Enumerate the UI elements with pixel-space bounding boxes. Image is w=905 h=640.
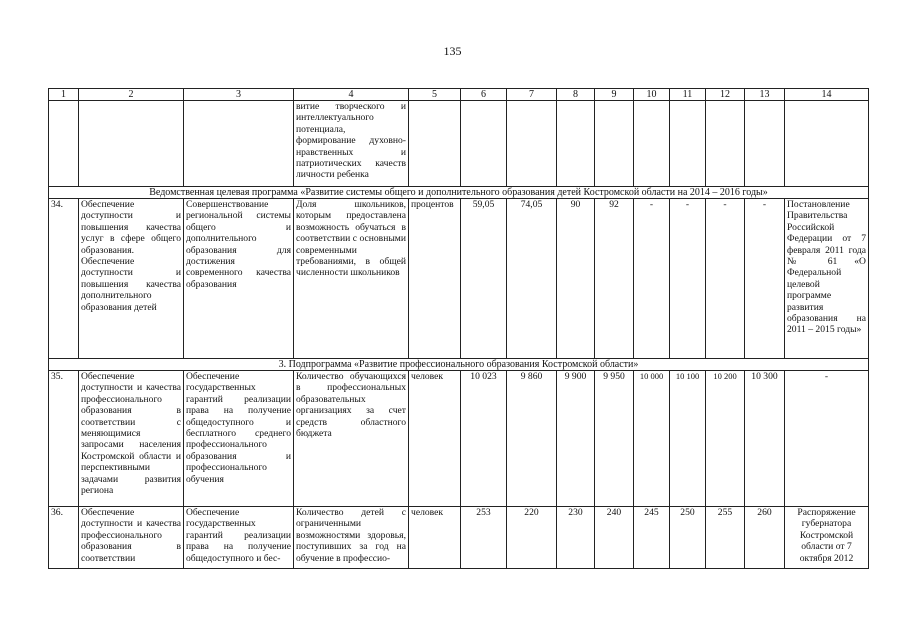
col-header: 4 — [294, 89, 409, 101]
col-header: 9 — [595, 89, 634, 101]
indicator-cell: Доля школьников, которым предоставлена возможность обучаться в соответствии с основными современными требованиями, в общей численности школьников — [294, 199, 409, 359]
col-header: 11 — [670, 89, 706, 101]
goal-cell: Обеспечение доступности и качества профессионального образования в соответствии с меняющимися запросами населения Костромской области и перспективными задачами развития региона — [79, 371, 184, 507]
value-cell: 253 — [461, 507, 507, 569]
value-cell: 260 — [745, 507, 785, 569]
goal-cell: Обеспечение доступности и качества профессионального образования в соответствии — [79, 507, 184, 569]
section-row — [49, 359, 869, 371]
row-number: 34. — [49, 199, 79, 359]
value-cell: - — [745, 199, 785, 359]
col-header: 7 — [507, 89, 557, 101]
value-cell: 10 100 — [670, 371, 706, 507]
table-row — [49, 507, 869, 569]
row-number: 35. — [49, 371, 79, 507]
section-row — [49, 187, 869, 199]
col-header: 1 — [49, 89, 79, 101]
value-cell: 10 200 — [706, 371, 745, 507]
indicator-cell: Количество детей с ограниченными возможностями здоровья, поступивших за год на обучение в профессио- — [294, 507, 409, 569]
value-cell: 10 000 — [634, 371, 670, 507]
section-title: 3. Подпрограмма «Развитие профессионального образования Костромской области» — [49, 359, 869, 371]
col-header: 12 — [706, 89, 745, 101]
col-header: 5 — [409, 89, 461, 101]
value-cell: 9 900 — [557, 371, 595, 507]
task-cell: Совершенствование региональной системы общего и дополнительного образования для достижения современного качества образования — [184, 199, 294, 359]
source-cell: - — [785, 371, 869, 507]
indicator-cell: Количество обучающихся в профессиональных образовательных организациях за счет средств областного бюджета — [294, 371, 409, 507]
table-row — [49, 199, 869, 359]
col-header: 6 — [461, 89, 507, 101]
goal-cell: Обеспечение доступности и повышения качества услуг в сфере общего образования. Обеспечение доступности и повышения качества дополнительного образования детей — [79, 199, 184, 359]
source-cell: Распоряжение губернатора Костромской области от 7 октября 2012 — [785, 507, 869, 569]
indicators-table — [48, 88, 869, 569]
col-header: 14 — [785, 89, 869, 101]
source-cell: Постановление Правительства Российской Федерации от 7 февраля 2011 года № 61 «О Федеральной целевой программе развития образования на 2011 – 2015 годы» — [785, 199, 869, 359]
value-cell: 240 — [595, 507, 634, 569]
value-cell: 9 950 — [595, 371, 634, 507]
value-cell: 90 — [557, 199, 595, 359]
task-cell: Обеспечение государственных гарантий реализации права на получение общедоступного и бесплатного среднего профессионального образования и профессионального обучения — [184, 371, 294, 507]
table-row — [49, 101, 869, 187]
task-cell: Обеспечение государственных гарантий реализации права на получение общедоступного и бес- — [184, 507, 294, 569]
column-number-row — [49, 89, 869, 101]
col-header: 2 — [79, 89, 184, 101]
indicator-cell: витие творческого и интеллектуального потенциала, формирование духовно-нравственных и патриотических качеств личности ребенка — [294, 101, 409, 187]
col-header: 8 — [557, 89, 595, 101]
value-cell: - — [706, 199, 745, 359]
unit-cell: процентов — [409, 199, 461, 359]
value-cell: 255 — [706, 507, 745, 569]
value-cell: 74,05 — [507, 199, 557, 359]
col-header: 10 — [634, 89, 670, 101]
value-cell: 220 — [507, 507, 557, 569]
value-cell: 59,05 — [461, 199, 507, 359]
section-title: Ведомственная целевая программа «Развитие системы общего и дополнительного образования детей Костромской области на 2014 – 2016 годы» — [49, 187, 869, 199]
value-cell: 92 — [595, 199, 634, 359]
value-cell: 10 300 — [745, 371, 785, 507]
value-cell: 10 023 — [461, 371, 507, 507]
value-cell: - — [634, 199, 670, 359]
table-row — [49, 371, 869, 507]
unit-cell: человек — [409, 507, 461, 569]
value-cell: 250 — [670, 507, 706, 569]
page-number: 135 — [443, 44, 462, 58]
value-cell: 9 860 — [507, 371, 557, 507]
row-number: 36. — [49, 507, 79, 569]
col-header: 13 — [745, 89, 785, 101]
unit-cell: человек — [409, 371, 461, 507]
col-header: 3 — [184, 89, 294, 101]
value-cell: - — [670, 199, 706, 359]
value-cell: 230 — [557, 507, 595, 569]
value-cell: 245 — [634, 507, 670, 569]
